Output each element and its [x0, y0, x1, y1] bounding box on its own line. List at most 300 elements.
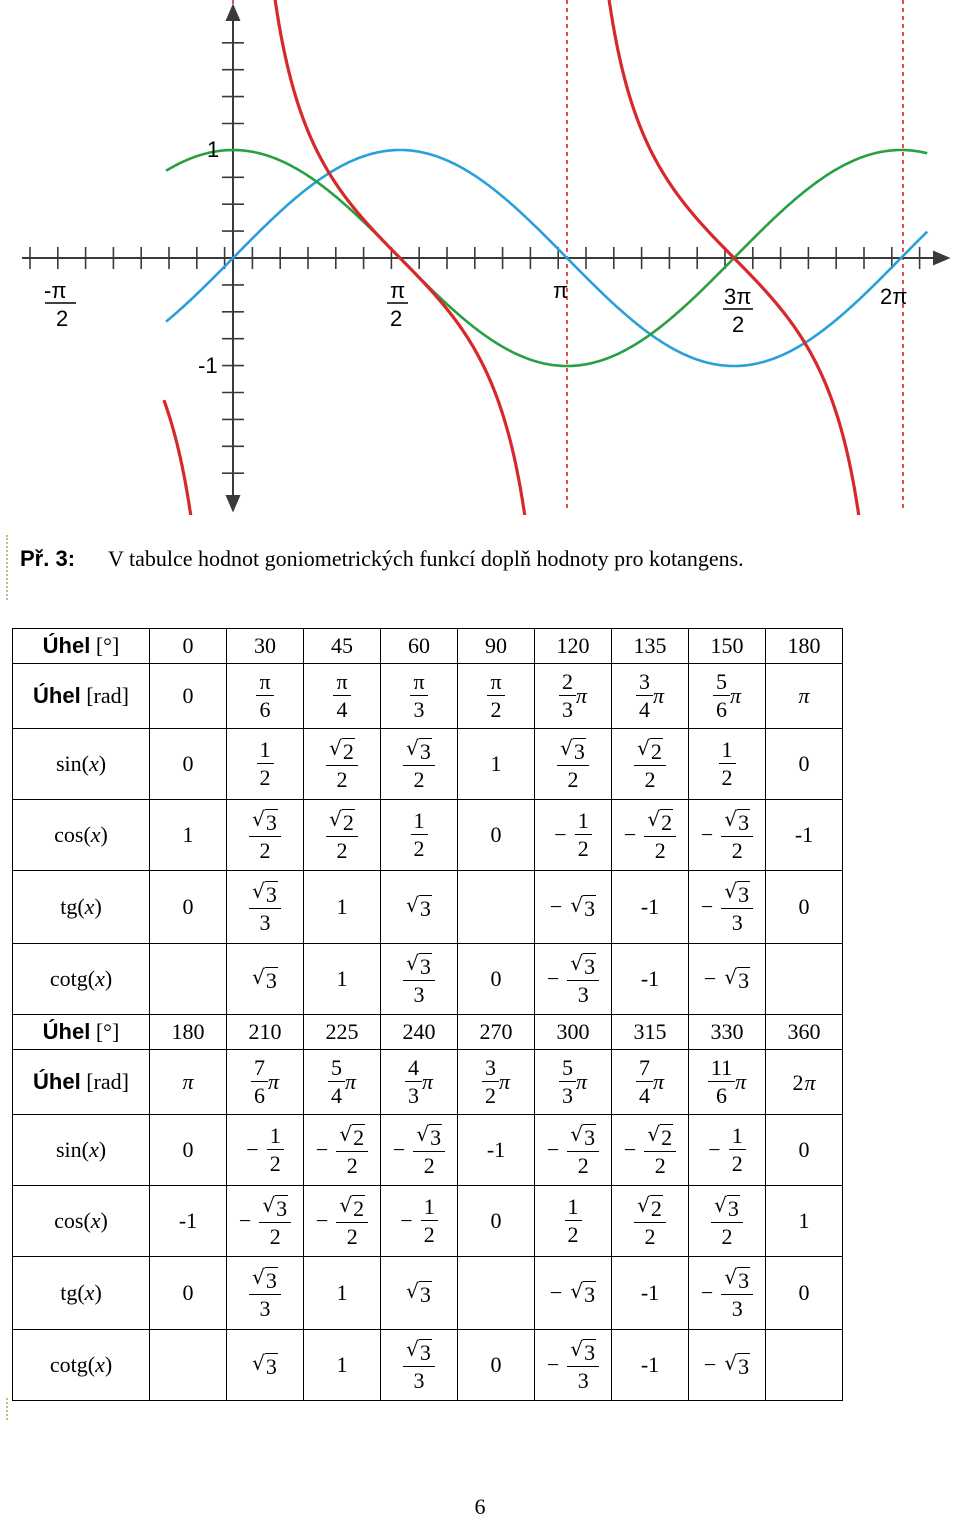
- function-name: tg: [60, 894, 78, 919]
- radian-cell: [612, 664, 689, 729]
- sqrt-expression: [647, 1124, 673, 1149]
- root-sign: √: [252, 879, 265, 903]
- radicand: 3: [573, 739, 585, 764]
- radicand: 3: [584, 1340, 596, 1365]
- cotg-cell: [689, 1330, 766, 1401]
- radian-cell: [612, 1050, 689, 1115]
- x-label-two-pi: 2π: [880, 284, 908, 309]
- denominator: 2: [249, 836, 281, 862]
- minus-sign: −: [700, 1280, 714, 1305]
- denominator: 2: [634, 765, 666, 791]
- label-bold: Úhel: [33, 683, 81, 708]
- minus-sign: −: [546, 1352, 560, 1377]
- minus-sign: −: [238, 1208, 252, 1233]
- paren: (: [83, 1208, 91, 1233]
- radicand: 2: [650, 739, 662, 764]
- cell-value: 0: [182, 1280, 194, 1305]
- label-unit: [rad]: [86, 683, 129, 708]
- label-unit: [°]: [95, 1019, 120, 1044]
- numerator: [721, 1266, 753, 1294]
- row-header-tg: [13, 1257, 150, 1330]
- fraction: [711, 1194, 743, 1248]
- paren: ): [94, 1280, 102, 1305]
- radicand: 3: [584, 954, 596, 979]
- denominator: 2: [487, 695, 504, 721]
- fraction: [559, 671, 576, 721]
- label-bold: Úhel: [42, 1019, 91, 1044]
- denominator: 2: [482, 1081, 499, 1107]
- radicand: 3: [265, 1354, 277, 1379]
- radicand: 2: [661, 810, 673, 835]
- sqrt-expression: [329, 738, 355, 763]
- paren: ): [100, 822, 108, 847]
- tg-cell: [227, 871, 304, 944]
- denominator: 3: [559, 1081, 576, 1107]
- denominator: 3: [721, 1294, 753, 1320]
- fraction: [721, 808, 753, 862]
- fraction: [403, 737, 435, 791]
- sqrt-expression: [339, 1124, 365, 1149]
- cotg-cell: [150, 944, 227, 1015]
- paren: ): [104, 966, 113, 991]
- radian-cell: [381, 664, 458, 729]
- exercise-text: V tabulce hodnot goniometrických funkcí doplň hodnoty pro kotangens.: [108, 546, 744, 571]
- radian-cell: [304, 664, 381, 729]
- x-label-pi: π: [553, 278, 569, 303]
- sin-cell: [766, 729, 843, 800]
- cos-cell: [227, 1186, 304, 1257]
- numerator: [711, 1194, 743, 1222]
- root-sign: √: [416, 1122, 430, 1146]
- cos-row: [13, 1186, 843, 1257]
- cos-cell: [689, 1186, 766, 1257]
- cell-value: -1: [794, 822, 814, 847]
- denominator: 2: [644, 1151, 676, 1177]
- cotg-cell: [689, 944, 766, 1015]
- root-sign: √: [406, 1279, 419, 1303]
- cell-value: 0: [798, 1137, 810, 1162]
- numerator: 1: [577, 808, 589, 833]
- numerator: 1: [721, 737, 733, 762]
- sqrt-expression: [560, 738, 586, 763]
- fraction: [636, 671, 653, 721]
- denominator: 3: [410, 695, 427, 721]
- sin-cell: [766, 1115, 843, 1186]
- tg-cell: [458, 1257, 535, 1330]
- tg-row: [13, 871, 843, 944]
- radian-cell: [458, 664, 535, 729]
- denominator: 2: [336, 1222, 368, 1248]
- sqrt-expression: [724, 1267, 750, 1292]
- fraction: [557, 737, 589, 791]
- sqrt-expression: [570, 895, 596, 920]
- cotg-cell: [766, 1330, 843, 1401]
- cos-cell: [535, 1186, 612, 1257]
- pi-symbol: π: [267, 1069, 280, 1094]
- fraction: [567, 1123, 599, 1177]
- row-header-tg: [13, 871, 150, 944]
- root-sign: √: [339, 1193, 353, 1217]
- cotg-cell: [458, 1330, 535, 1401]
- paren: (: [81, 1137, 89, 1162]
- sin-cell: [227, 729, 304, 800]
- numerator: 1: [259, 737, 271, 762]
- root-sign: √: [724, 1351, 738, 1375]
- sqrt-expression: [714, 1195, 740, 1220]
- numerator: 3: [484, 1055, 496, 1080]
- numerator: [721, 880, 753, 908]
- numerator: 5: [330, 1055, 342, 1080]
- argument-x: x: [90, 1208, 101, 1233]
- cell-value: -1: [640, 894, 660, 919]
- denominator: 6: [713, 695, 730, 721]
- root-sign: √: [262, 1193, 276, 1217]
- denominator: 2: [259, 1222, 291, 1248]
- denominator: 2: [257, 763, 274, 789]
- cell-value: 1: [336, 1352, 348, 1377]
- numerator: [644, 808, 676, 836]
- cos-cell: [612, 1186, 689, 1257]
- denominator: 4: [636, 1081, 653, 1107]
- fraction: [487, 671, 504, 721]
- degree-cell: 60: [381, 629, 458, 664]
- sin-cell: [381, 729, 458, 800]
- numerator: [567, 1338, 599, 1366]
- tg-cell: [150, 871, 227, 944]
- denominator: 3: [405, 1081, 422, 1107]
- fraction: [328, 1057, 345, 1107]
- degree-cell: 30: [227, 629, 304, 664]
- function-name: cos: [54, 822, 84, 847]
- row-header-degrees: [13, 629, 150, 664]
- root-sign: √: [724, 879, 738, 903]
- fraction: [721, 880, 753, 934]
- numerator: 4: [407, 1055, 419, 1080]
- numerator: 2: [561, 669, 573, 694]
- minus-sign: −: [549, 1279, 563, 1305]
- radian-cell: [150, 664, 227, 729]
- paren: ): [98, 1137, 107, 1162]
- radian-cell: [766, 1050, 843, 1115]
- sin-cell: [304, 1115, 381, 1186]
- denominator: 2: [326, 836, 358, 862]
- minus-sign: −: [703, 1351, 717, 1377]
- cell-value: 1: [336, 966, 348, 991]
- paren: ): [104, 1352, 113, 1377]
- numerator: [403, 737, 435, 765]
- denominator: 2: [403, 765, 435, 791]
- minus-sign: −: [708, 1137, 721, 1162]
- tg-cell: [150, 1257, 227, 1330]
- cell-value: -1: [486, 1137, 506, 1162]
- x-label-pi-half-den: 2: [390, 306, 403, 331]
- function-name: cotg: [49, 1352, 88, 1377]
- degree-cell: 210: [227, 1015, 304, 1050]
- radicand: 3: [419, 1282, 431, 1307]
- cotg-cell: [535, 944, 612, 1015]
- pi-symbol: π: [575, 1069, 588, 1094]
- fraction: [257, 739, 274, 789]
- cos-cell: [381, 1186, 458, 1257]
- pi-symbol: π: [344, 1069, 357, 1094]
- denominator: 2: [557, 765, 589, 791]
- row-header-cotg: [13, 944, 150, 1015]
- radicand: 3: [584, 1125, 596, 1150]
- radian-cell: [227, 664, 304, 729]
- sqrt-expression: [406, 953, 432, 978]
- radicand: 2: [353, 1125, 365, 1150]
- numerator: 1: [567, 1194, 579, 1219]
- sqrt-expression: [570, 1124, 596, 1149]
- denominator: 2: [719, 763, 736, 789]
- tg-cell: [689, 871, 766, 944]
- fraction: [403, 952, 435, 1006]
- minus-sign: −: [400, 1208, 413, 1233]
- cell-value: 0: [182, 894, 194, 919]
- radian-cell: [535, 664, 612, 729]
- radian-cell: [535, 1050, 612, 1115]
- function-graph: [0, 0, 960, 515]
- sin-cell: [150, 729, 227, 800]
- fraction: [333, 671, 350, 721]
- radicand: 3: [276, 1196, 288, 1221]
- numerator: [403, 952, 435, 980]
- minus-sign: −: [700, 894, 714, 919]
- radicand: 2: [342, 739, 354, 764]
- fraction: [421, 1196, 438, 1246]
- root-sign: √: [406, 1337, 419, 1361]
- function-name: tg: [60, 1280, 78, 1305]
- row-header-sin: [13, 1115, 150, 1186]
- sin-cell: [458, 1115, 535, 1186]
- degree-cell: 150: [689, 629, 766, 664]
- cell-value: -1: [640, 1280, 660, 1305]
- denominator: 4: [328, 1081, 345, 1107]
- fraction: [267, 1125, 284, 1175]
- root-sign: √: [560, 736, 573, 760]
- tg-cell: [612, 871, 689, 944]
- numerator: 7: [253, 1055, 265, 1080]
- numerator: 7: [638, 1055, 650, 1080]
- fraction: [719, 739, 736, 789]
- denominator: 2: [711, 1222, 743, 1248]
- numerator: 1: [423, 1194, 435, 1219]
- cos-cell: [689, 800, 766, 871]
- cell-value: 0: [490, 1208, 502, 1233]
- fraction: [336, 1123, 368, 1177]
- pi-symbol: π: [735, 1069, 747, 1094]
- cell-value: 0: [490, 1352, 502, 1377]
- row-header-cos: [13, 800, 150, 871]
- root-sign: √: [724, 807, 738, 831]
- fraction: [249, 808, 281, 862]
- pi-symbol: π: [498, 1069, 511, 1094]
- cotg-cell: [612, 944, 689, 1015]
- sqrt-expression: [724, 967, 750, 992]
- cos-cell: [227, 800, 304, 871]
- cotg-cell: [381, 1330, 458, 1401]
- tg-cell: [304, 871, 381, 944]
- paren: ): [100, 1208, 108, 1233]
- radicand: 2: [353, 1196, 365, 1221]
- radicand: 3: [419, 954, 431, 979]
- cell-value: 1: [490, 751, 502, 776]
- numerator: [249, 1266, 281, 1294]
- radicand: 3: [419, 1340, 431, 1365]
- sin-cell: [535, 1115, 612, 1186]
- fraction: [567, 952, 599, 1006]
- cos-cell: [535, 800, 612, 871]
- radian-cell: [381, 1050, 458, 1115]
- fraction: [403, 1338, 435, 1392]
- radicand: 3: [584, 896, 596, 921]
- denominator: 3: [403, 1366, 435, 1392]
- denominator: 6: [251, 1081, 268, 1107]
- root-sign: √: [406, 736, 419, 760]
- label-unit: [°]: [95, 633, 120, 658]
- trig-value-table: [12, 628, 843, 1401]
- sqrt-expression: [406, 1281, 432, 1306]
- sqrt-expression: [339, 1195, 365, 1220]
- row-header-cos: [13, 1186, 150, 1257]
- fraction: [326, 737, 358, 791]
- argument-x: x: [88, 751, 99, 776]
- root-sign: √: [724, 965, 738, 989]
- sqrt-expression: [724, 1353, 750, 1378]
- x-label-three-pi-half-den: 2: [732, 312, 745, 337]
- sin-row: [13, 1115, 843, 1186]
- radian-cell: [766, 664, 843, 729]
- fraction: [326, 808, 358, 862]
- denominator: 2: [565, 1220, 582, 1246]
- root-sign: √: [647, 807, 661, 831]
- sqrt-expression: [570, 1281, 596, 1306]
- fraction: [644, 808, 676, 862]
- paren: ): [98, 751, 107, 776]
- degree-cell: 360: [766, 1015, 843, 1050]
- denominator: 2: [336, 1151, 368, 1177]
- fraction: [482, 1057, 499, 1107]
- cotg-cell: [766, 944, 843, 1015]
- root-sign: √: [570, 1279, 584, 1303]
- sqrt-expression: [647, 809, 673, 834]
- minus-sign: −: [703, 965, 717, 991]
- tg-cell: [304, 1257, 381, 1330]
- tg-cell: [381, 1257, 458, 1330]
- label-unit: [rad]: [86, 1069, 129, 1094]
- numerator: [249, 880, 281, 908]
- cotg-cell: [227, 944, 304, 1015]
- sin-cell: [535, 729, 612, 800]
- degree-cell: 45: [304, 629, 381, 664]
- numerator: [403, 1338, 435, 1366]
- degree-cell: 270: [458, 1015, 535, 1050]
- fraction: [259, 1194, 291, 1248]
- tg-row: [13, 1257, 843, 1330]
- sqrt-expression: [724, 809, 750, 834]
- function-name: sin: [55, 751, 82, 776]
- numerator: [259, 1194, 291, 1222]
- degree-row: [13, 629, 843, 664]
- cell-value: π: [798, 683, 810, 708]
- cell-value: 0: [182, 1137, 194, 1162]
- paren: (: [77, 894, 85, 919]
- radian-cell: [227, 1050, 304, 1115]
- root-sign: √: [570, 893, 584, 917]
- radicand: 3: [738, 968, 750, 993]
- numerator: [413, 1123, 445, 1151]
- numerator: 5: [715, 669, 727, 694]
- sin-cell: [381, 1115, 458, 1186]
- radian-row: [13, 1050, 843, 1115]
- root-sign: √: [406, 893, 419, 917]
- fraction: [336, 1194, 368, 1248]
- sqrt-expression: [252, 1267, 278, 1292]
- row-header-sin: [13, 729, 150, 800]
- fraction: [636, 1057, 653, 1107]
- argument-x: x: [95, 966, 105, 991]
- cell-value: 1: [798, 1208, 810, 1233]
- sqrt-expression: [329, 809, 355, 834]
- fraction: [575, 810, 592, 860]
- x-label-minus-pi-half-den: 2: [56, 306, 69, 331]
- cotg-row: [13, 1330, 843, 1401]
- numerator: [634, 1194, 666, 1222]
- denominator: 4: [333, 695, 350, 721]
- cotg-cell: [227, 1330, 304, 1401]
- sqrt-expression: [252, 881, 278, 906]
- root-sign: √: [329, 807, 342, 831]
- radian-cell: [689, 664, 766, 729]
- denominator: 2: [729, 1149, 746, 1175]
- minus-sign: −: [549, 893, 563, 919]
- root-sign: √: [647, 1122, 661, 1146]
- sqrt-expression: [406, 1339, 432, 1364]
- fraction: [249, 880, 281, 934]
- argument-x: x: [84, 1280, 95, 1305]
- degree-cell: 225: [304, 1015, 381, 1050]
- radicand: 3: [265, 882, 277, 907]
- numerator: [644, 1123, 676, 1151]
- degree-cell: 0: [150, 629, 227, 664]
- radicand: 3: [738, 1268, 750, 1293]
- tg-cell: [535, 1257, 612, 1330]
- radian-cell: [304, 1050, 381, 1115]
- root-sign: √: [252, 1265, 265, 1289]
- radicand: 2: [661, 1125, 673, 1150]
- sin-row: [13, 729, 843, 800]
- fraction: [729, 1125, 746, 1175]
- pi-symbol: π: [652, 1069, 665, 1094]
- degree-cell: 120: [535, 629, 612, 664]
- cell-value: π: [182, 1069, 194, 1094]
- denominator: 2: [575, 834, 592, 860]
- minus-sign: −: [623, 822, 637, 847]
- cell-value: 1: [336, 894, 348, 919]
- cell-value: 0: [490, 822, 502, 847]
- denominator: 4: [636, 695, 653, 721]
- sqrt-expression: [637, 738, 663, 763]
- sqrt-expression: [252, 809, 278, 834]
- root-sign: √: [724, 1265, 738, 1289]
- denominator: 3: [567, 1366, 599, 1392]
- fraction: [634, 737, 666, 791]
- cell-value: 1: [336, 1280, 348, 1305]
- degree-cell: 330: [689, 1015, 766, 1050]
- cell-value: 1: [182, 822, 194, 847]
- cotg-branch: [164, 400, 194, 515]
- numerator: 11: [710, 1055, 733, 1080]
